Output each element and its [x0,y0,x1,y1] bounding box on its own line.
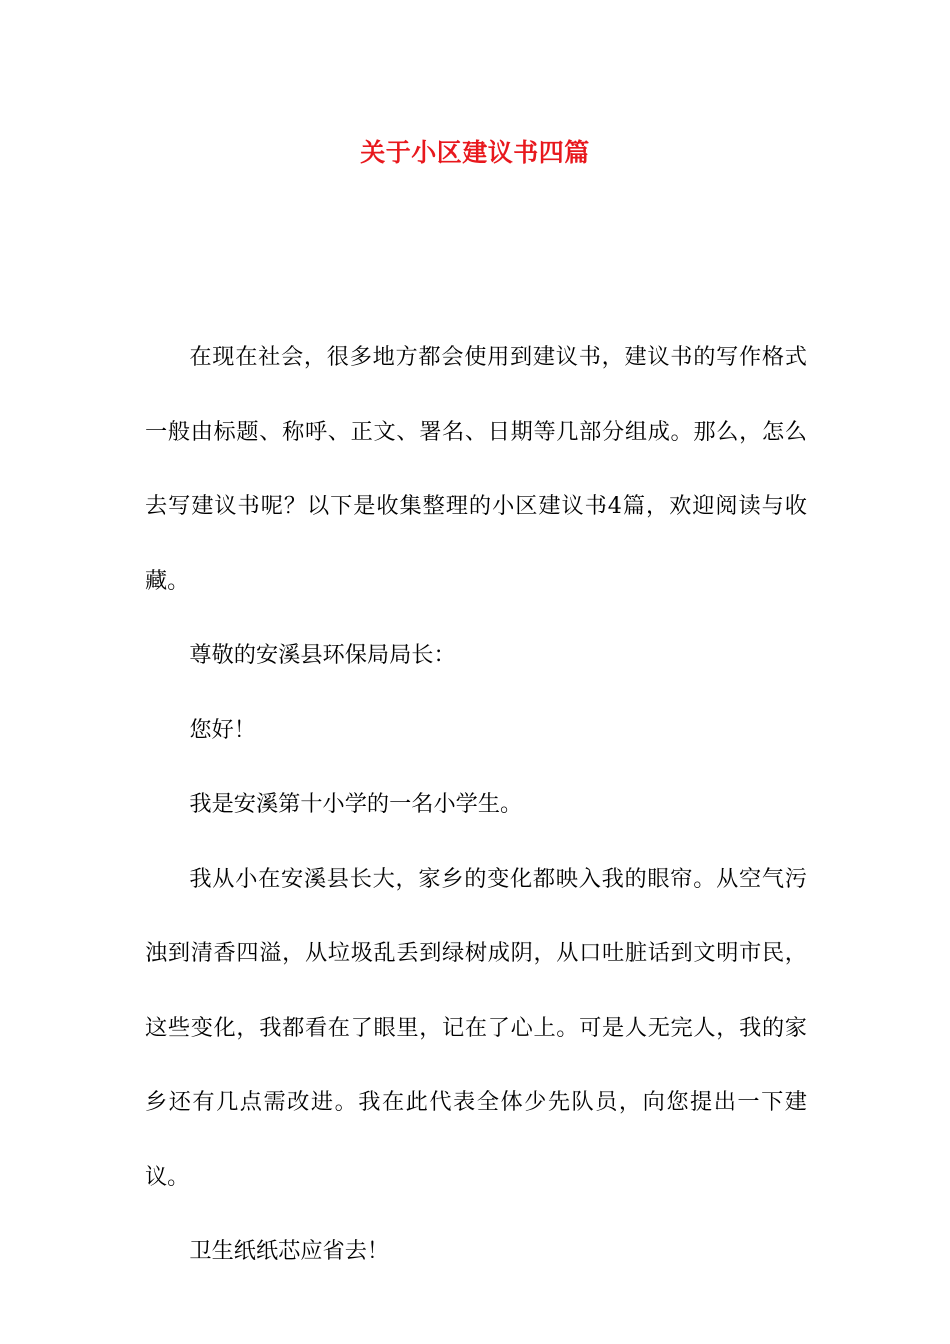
paragraph-intro: 在现在社会，很多地方都会使用到建议书，建议书的写作格式一般由标题、称呼、正文、署名、日期等几部分组成。那么，怎么去写建议书呢？以下是收集整理的小区建议书4篇，欢迎阅读与收藏。 [145,344,807,594]
paragraph-hometown-changes: 我从小在安溪县长大，家乡的变化都映入我的眼帘。从空气污浊到清香四溢，从垃圾乱丢到绿树成阴，从口吐脏话到文明市民，这些变化，我都看在了眼里，记在了心上。可是人无完人，我的家乡还有几点需改进。我在此代表全体少先队员，向您提出一下建议。 [145,865,807,1190]
document-title: 关于小区建议书四篇 [360,138,590,167]
paragraph-greeting: 您好！ [189,716,256,743]
paragraph-self-introduction: 我是安溪第十小学的一名小学生。 [189,791,523,817]
paragraph-salutation: 尊敬的安溪县环保局局长： [189,642,456,668]
paragraph-suggestion-heading: 卫生纸纸芯应省去！ [189,1238,390,1264]
document-body [145,320,807,1289]
